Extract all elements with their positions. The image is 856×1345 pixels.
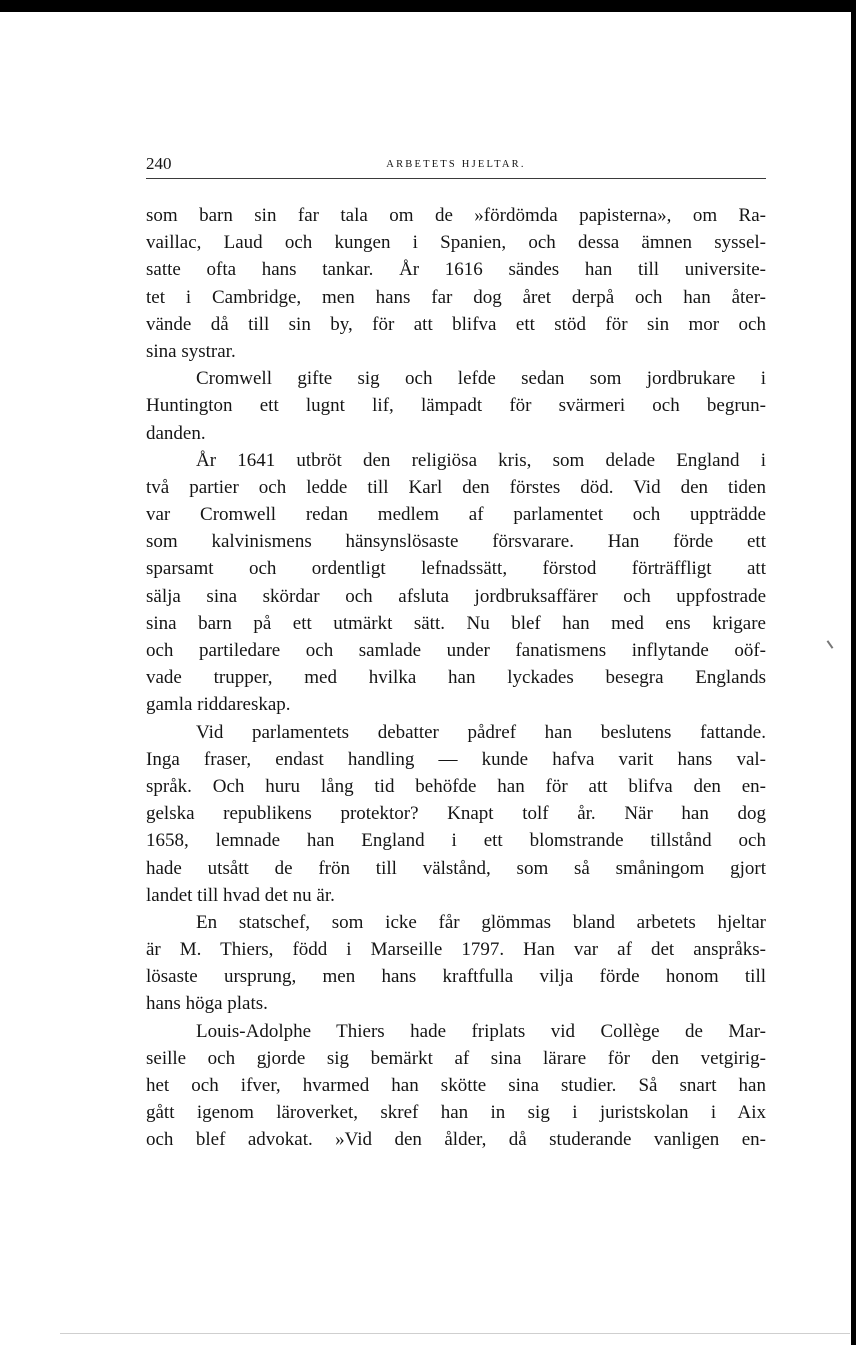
- text-line: Inga fraser, endast handling — kunde hafva varit hans val-: [146, 748, 766, 770]
- text-line: Huntington ett lugnt lif, lämpadt för svärmeri och begrun-: [146, 395, 766, 417]
- text-line: 1658, lemnade han England i ett blomstrande tillstånd och: [146, 830, 766, 852]
- running-title: ARBETETS HJELTAR.: [386, 159, 526, 170]
- text-line: två partier och ledde till Karl den förstes död. Vid den tiden: [146, 476, 766, 498]
- scan-bottom-edge: [60, 1333, 850, 1334]
- text-line: gått igenom läroverket, skref han in sig i juristskolan i Aix: [146, 1102, 766, 1124]
- text-line: Cromwell gifte sig och lefde sedan som jordbrukare i: [196, 368, 766, 390]
- text-line: En statschef, som icke får glömmas bland arbetets hjeltar: [196, 911, 766, 933]
- text-line: var Cromwell redan medlem af parlamentet och uppträdde: [146, 504, 766, 526]
- running-head: [146, 150, 766, 179]
- text-line: som kalvinismens hänsynslösaste försvarare. Han förde ett: [146, 531, 766, 553]
- text-line: seille och gjorde sig bemärkt af sina lärare för den vetgirig-: [146, 1047, 766, 1069]
- text-line: och blef advokat. »Vid den ålder, då studerande vanligen en-: [146, 1129, 766, 1151]
- text-line: Vid parlamentets debatter pådref han beslutens fattande.: [196, 721, 766, 743]
- text-line: År 1641 utbröt den religiösa kris, som delade England i: [196, 449, 766, 471]
- text-line: sina barn på ett utmärkt sätt. Nu blef han med ens krigare: [146, 612, 766, 634]
- text-line: som barn sin far tala om de »fördömda papisterna», om Ra-: [146, 205, 766, 226]
- body-text: [146, 202, 766, 1154]
- stray-ink-mark: [827, 640, 834, 649]
- text-line: danden.: [146, 422, 206, 444]
- text-line: gelska republikens protektor? Knapt tolf år. När han dog: [146, 803, 766, 825]
- text-line: vade trupper, med hvilka han lyckades besegra Englands: [146, 667, 766, 689]
- text-line: sälja sina skördar och afsluta jordbruksaffärer och uppfostrade: [146, 585, 766, 607]
- text-line: är M. Thiers, född i Marseille 1797. Han var af det anspråks-: [146, 939, 766, 961]
- text-line: satte ofta hans tankar. År 1616 sändes han till universite-: [146, 259, 766, 281]
- text-line: gamla riddareskap.: [146, 694, 291, 716]
- text-line: tet i Cambridge, men hans far dog året derpå och han åter-: [146, 286, 766, 308]
- text-line: vaillac, Laud och kungen i Spanien, och dessa ämnen syssel-: [146, 232, 766, 254]
- text-line: landet till hvad det nu är.: [146, 884, 335, 906]
- text-line: hans höga plats.: [146, 993, 268, 1015]
- text-line: och partiledare och samlade under fanatismens inflytande oöf-: [146, 640, 766, 661]
- text-line: hade utsått de frön till välstånd, som så småningom gjort: [146, 857, 766, 879]
- text-line: het och ifver, hvarmed han skötte sina studier. Så snart han: [146, 1075, 766, 1096]
- text-line: Louis-Adolphe Thiers hade friplats vid Collège de Mar-: [196, 1020, 766, 1042]
- book-page: [146, 150, 766, 1154]
- text-line: sparsamt och ordentligt lefnadssätt, förstod förträffligt att: [146, 558, 766, 580]
- text-line: lösaste ursprung, men hans kraftfulla vilja förde honom till: [146, 966, 766, 988]
- text-line: vände då till sin by, för att blifva ett stöd för sin mor och: [146, 313, 766, 335]
- scan-top-border: [0, 0, 856, 12]
- scan-right-border: [851, 0, 856, 1345]
- text-line: språk. Och huru lång tid behöfde han för att blifva den en-: [146, 775, 766, 797]
- page-number: 240: [146, 154, 172, 173]
- text-line: sina systrar.: [146, 340, 236, 362]
